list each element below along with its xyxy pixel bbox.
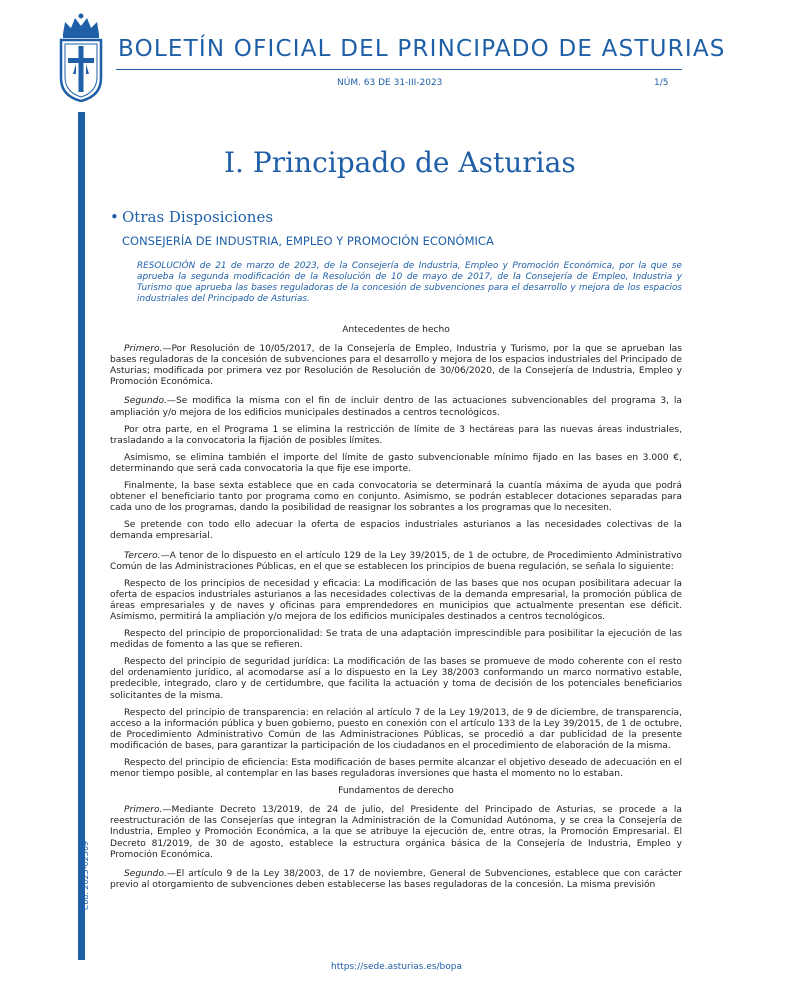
resolution-summary: RESOLUCIÓN de 21 de marzo de 2023, de la Consejería de Industria, Empleo y Promoción Económica, por la que se aprueba la segunda modificación de la Resolución de 10 de mayo de 2017, de la Consejería de Empleo, Industria y Turismo que aprueba las bases reguladoras de la concesión de subvenciones para el desarrollo y mejora de los espacios industriales del Principado de Asturias. xyxy=(137,261,682,305)
paragraph-text: —Mediante Decreto 13/2019, de 24 de julio, del Presidente del Principado de Asturias, se procede a la reestructuración de las Consejerías que integran la Administración de la Comunidad Autónoma, y se crea la Consejería de Industria, Empleo y Promoción Económica, a la que se atribuye la ejecución de, entre otras, la Promoción Empresarial. El Decreto 81/2019, de 30 de agosto, establece la estructura orgánica básica de la Consejería de Industria, Empleo y Promoción Económica. xyxy=(110,805,682,860)
paragraph: Respecto del principio de transparencia: en relación al artículo 7 de la Ley 19/2013, de 9 de diciembre, de transparencia, acceso a la información pública y buen gobierno, puesto en conexión con el artículo 133 de la Ley 39/2015, de 1 de octubre, de Procedimiento Administrativo Común de las Administraciones Públicas, se procedió a dar publicidad de la presente modificación de bases, para garantizar la participación de los ciudadanos en el procedimiento de elaboración de la misma. xyxy=(110,707,682,751)
paragraph-text: —El artículo 9 de la Ley 38/2003, de 17 de noviembre, General de Subvenciones, establece que con carácter previo al otorgamiento de subvenciones deben establecerse las bases reguladoras de la concesión. La misma previsión xyxy=(110,868,682,890)
page-number: 1/5 xyxy=(654,78,669,88)
paragraph: Respecto de los principios de necesidad y eficacia: La modificación de las bases que nos ocupan posibilitara adecuar la oferta de espacios industriales asturianos a las necesidades colectivas de la demanda empresarial, la promoción pública de áreas empresariales y de naves y oficinas para emprendedores en municipios que actualmente presentan ese déficit. Asimismo, permitirá la ampliación y/o mejora de los edificios municipales destinados a centros tecnológicos. xyxy=(110,578,682,622)
subsection-title: Otras Disposiciones xyxy=(122,208,274,226)
paragraph-lead: Segundo. xyxy=(124,396,167,407)
paragraph-lead: Tercero. xyxy=(124,550,161,561)
paragraph xyxy=(110,551,682,573)
paragraph xyxy=(110,805,682,860)
paragraph: Respecto del principio de eficiencia: Esta modificación de bases permite alcanzar el objetivo deseado de adecuación en el menor tiempo posible, al contemplar en las bases reguladoras inversiones que hasta el momento no lo estaban. xyxy=(110,758,682,780)
paragraph: Finalmente, la base sexta establece que en cada convocatoria se determinará la cuantía máxima de ayuda que podrá obtener el beneficiario tanto por programa como en conjunto. Asimismo, se podrán establecer dotaciones separadas para cada uno de los programas, dando la posibilidad de reasignar los sobrantes a los programas que lo necesiten. xyxy=(110,481,682,514)
document-code: Cód. 2023-02369 xyxy=(81,840,90,910)
paragraph-lead: Primero. xyxy=(124,805,163,816)
department-name: CONSEJERÍA DE INDUSTRIA, EMPLEO Y PROMOCIÓN ECONÓMICA xyxy=(122,234,494,248)
heading-legal: Fundamentos de derecho xyxy=(338,786,454,797)
heading-background: Antecedentes de hecho xyxy=(342,325,450,335)
paragraph-text: —Por Resolución de 10/05/2017, de la Consejería de Empleo, Industria y Turismo, por la que se aprueban las bases reguladoras de la concesión de subvenciones para el desarrollo y mejora de los espacios industriales del Principado de Asturias; modificada por primera vez por Resolución de Resolución de 30/06/2020, de la Consejería de Industria, Empleo y Promoción Económica. xyxy=(110,344,682,388)
issue-number: NÚM. 63 DE 31-III-2023 xyxy=(337,78,443,88)
sidebar-bar xyxy=(78,112,85,960)
paragraph-lead: Segundo. xyxy=(124,868,167,879)
publication-title: BOLETÍN OFICIAL DEL PRINCIPADO DE ASTURIAS xyxy=(118,36,726,62)
paragraph-lead: Primero. xyxy=(124,344,163,355)
bullet-icon: • xyxy=(110,208,119,226)
paragraph xyxy=(110,344,682,388)
paragraph xyxy=(110,869,682,891)
paragraph: Respecto del principio de seguridad jurídica: La modificación de las bases se promueve de modo coherente con el resto del ordenamiento jurídico, al acomodarse así a lo dispuesto en la Ley 38/2003 conformando un marco normativo estable, predecible, integrado, claro y de certidumbre, que facilita la actuación y toma de decisión de los potenciales beneficiarios solicitantes de la misma. xyxy=(110,657,682,701)
paragraph xyxy=(110,396,682,418)
paragraph: Respecto del principio de proporcionalidad: Se trata de una adaptación imprescindible para posibilitar la ejecución de las medidas de fomento a las que se refieren. xyxy=(110,629,682,651)
paragraph: Se pretende con todo ello adecuar la oferta de espacios industriales asturianos a las necesidades colectivas de la demanda empresarial. xyxy=(110,520,682,542)
paragraph-text: —A tenor de lo dispuesto en el artículo 129 de la Ley 39/2015, de 1 de octubre, de Procedimiento Administrativo Común de las Administraciones Públicas, en el que se establecen los principios de buena regulación, se señala lo siguiente: xyxy=(110,550,682,572)
paragraph: Asimismo, se elimina también el importe del límite de gasto subvencionable mínimo fijado en las bases en 3.000 €, determinando que será cada convocatoria la que fije ese importe. xyxy=(110,452,682,474)
footer-link[interactable]: https://sede.asturias.es/bopa xyxy=(331,962,463,972)
paragraph: Por otra parte, en el Programa 1 se elimina la restricción de límite de 3 hectáreas para las nuevas áreas industriales, trasladando a la convocatoria la fijación de posibles límites. xyxy=(110,424,682,446)
document-body xyxy=(110,325,682,899)
section-title: I. Principado de Asturias xyxy=(224,146,576,179)
paragraph-text: —Se modifica la misma con el fin de incluir dentro de las actuaciones subvencionables del programa 3, la ampliación y/o mejora de los edificios municipales destinados a centros tecnológicos. xyxy=(110,396,682,418)
asturias-coat-of-arms-logo xyxy=(55,12,107,102)
header-divider xyxy=(116,69,682,70)
